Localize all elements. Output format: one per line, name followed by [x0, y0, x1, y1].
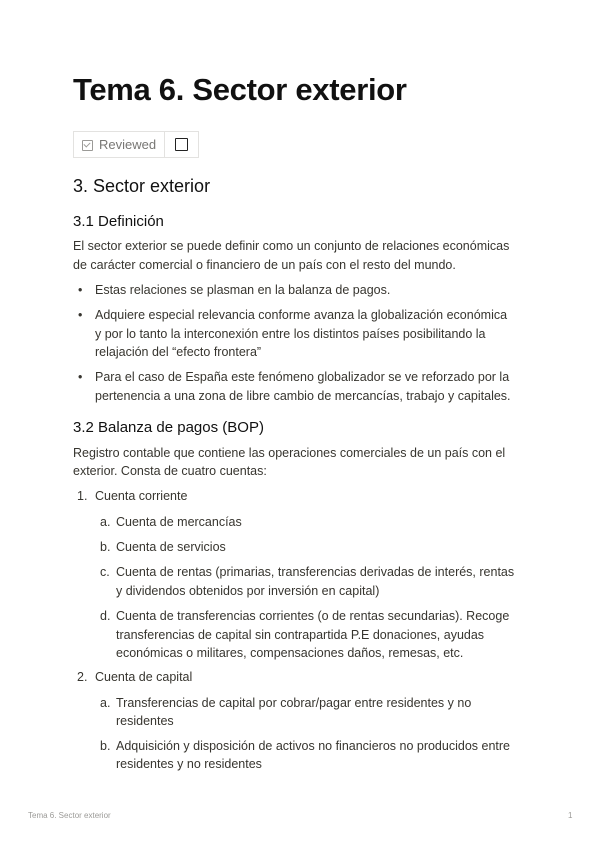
sublist-line: y dividendos obtenidos por inversión en capital): [116, 584, 380, 598]
checkbox-property-icon: [82, 140, 93, 151]
bullet-line: Para el caso de España este fenómeno globalizador se ve reforzado por la: [95, 370, 510, 384]
paragraph-line: El sector exterior se puede definir como un conjunto de relaciones económicas: [73, 239, 510, 253]
paragraph-line: de carácter comercial o financiero de un país con el resto del mundo.: [73, 258, 456, 272]
list-marker: 2.: [77, 670, 88, 684]
subsection-heading-balanza: 3.2 Balanza de pagos (BOP): [73, 419, 264, 436]
sublist-marker: a.: [100, 515, 111, 529]
section-heading: 3. Sector exterior: [73, 176, 211, 196]
bullet-line: y por lo tanto la interconexión entre los distintos países posibilitando la: [95, 327, 486, 341]
bullet-marker: •: [78, 370, 83, 384]
list-marker: 1.: [77, 489, 88, 503]
property-name: [74, 132, 165, 157]
property-label: Reviewed: [99, 137, 157, 152]
paragraph-line: exterior. Consta de cuatro cuentas:: [73, 464, 267, 478]
sublist-line: Cuenta de transferencias corrientes (o de rentas secundarias). Recoge: [116, 609, 510, 623]
sublist-line: Cuenta de servicios: [116, 540, 226, 554]
bullet-marker: •: [78, 283, 83, 297]
bullet-line: Adquiere especial relevancia conforme avanza la globalización económica: [95, 308, 508, 322]
page-title: Tema 6. Sector exterior: [73, 72, 407, 107]
property-value[interactable]: [165, 132, 198, 157]
sublist-marker: b.: [100, 540, 111, 554]
sublist-marker: d.: [100, 609, 111, 623]
bullet-line: relajación del “efecto frontera”: [95, 345, 262, 359]
property-reviewed: [73, 131, 199, 158]
sublist-marker: a.: [100, 696, 111, 710]
sublist-line: Adquisición y disposición de activos no financieros no producidos entre: [116, 739, 510, 753]
sublist-line: residentes y no residentes: [116, 757, 262, 771]
sublist-line: Transferencias de capital por cobrar/pagar entre residentes y no: [116, 696, 472, 710]
sublist-line: residentes: [116, 714, 174, 728]
paragraph-line: Registro contable que contiene las operaciones comerciales de un país con el: [73, 446, 506, 460]
sublist-marker: c.: [100, 565, 110, 579]
bullet-line: pertenencia a una zona de libre cambio de mercancías, trabajo y capitales.: [95, 389, 511, 403]
sublist-marker: b.: [100, 739, 111, 753]
footer-title: Tema 6. Sector exterior: [28, 811, 111, 820]
sublist-line: económicas o militares, compensaciones daños, remesas, etc.: [116, 646, 464, 660]
bullet-line: Estas relaciones se plasman en la balanza de pagos.: [95, 283, 391, 297]
reviewed-checkbox[interactable]: [175, 138, 188, 151]
sublist-line: Cuenta de mercancías: [116, 515, 242, 529]
bullet-marker: •: [78, 308, 83, 322]
subsection-heading-definicion: 3.1 Definición: [73, 213, 164, 230]
footer-page-number: 1: [568, 811, 573, 820]
list-item-label: Cuenta de capital: [95, 670, 193, 684]
sublist-line: transferencias de capital sin contrapartida P.E donaciones, ayudas: [116, 628, 485, 642]
sublist-line: Cuenta de rentas (primarias, transferencias derivadas de interés, rentas: [116, 565, 515, 579]
list-item-label: Cuenta corriente: [95, 489, 188, 503]
